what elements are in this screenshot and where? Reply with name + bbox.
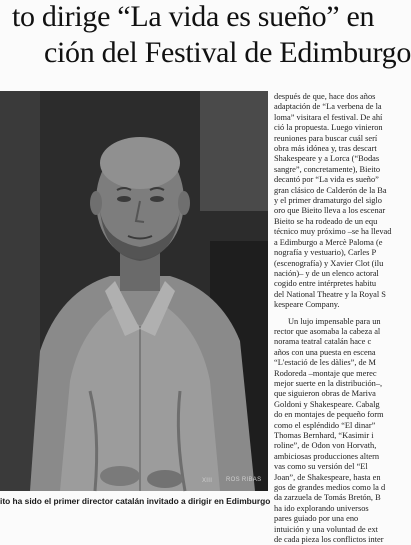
- text-line: como el espléndido “El dinar”: [274, 420, 376, 430]
- text-line: Un lujo impensable para un: [288, 316, 381, 326]
- headline-line-1: to dirige “La vida es sueño” en: [12, 0, 375, 33]
- text-line: nación)– y de un elenco actoral: [274, 268, 379, 278]
- text-line: da zarzuela de Tomás Bretón, B: [274, 493, 381, 503]
- text-line: sangre”, concretamente), Bieito: [274, 164, 381, 174]
- article-paragraph-1: [274, 92, 400, 311]
- text-line: años con una puesta en escena: [274, 347, 376, 357]
- text-line: cogido entre intérpretes habitu: [274, 279, 377, 289]
- text-line: técnico muy próximo –se ha llevad: [274, 227, 392, 237]
- text-line: Thomas Bernhard, “Kasimir i: [274, 431, 374, 440]
- text-line: después de que, hace dos años: [274, 92, 376, 101]
- text-line: (escenografía) y Xavier Clot (ilu: [274, 258, 384, 268]
- text-line: kespeare Company.: [274, 300, 340, 310]
- text-line: pares guiado por una eno: [274, 514, 359, 524]
- text-line: ha ido explorando universos: [274, 503, 369, 513]
- text-line: Goldoni y Shakespeare. Cabalg: [274, 399, 380, 409]
- text-line: vas como su versión del “El: [274, 462, 368, 472]
- photo-caption: ito ha sido el primer director catalán invitado a dirigir en Edimburgo: [0, 496, 271, 506]
- text-line: adaptación de “La verbena de la: [274, 102, 382, 112]
- headline-line-2: ción del Festival de Edimburgo: [44, 36, 411, 69]
- text-line: mejor suerte en la distribución–,: [274, 378, 383, 388]
- text-line: oro que Bieito lleva a los escenar: [274, 206, 386, 216]
- text-line: a Edimburgo a Mercè Paloma (e: [274, 237, 383, 247]
- text-line: roline”, de Odon von Horvath,: [274, 441, 377, 451]
- photo-credit-mark: XIII: [202, 478, 213, 484]
- photo-credit: ROS RIBAS: [226, 477, 262, 483]
- article-column: [274, 92, 400, 545]
- text-line: gos de grandes medios como la d: [274, 483, 386, 493]
- portrait-photo: [0, 91, 268, 491]
- text-line: intuición y una voluntad de ext: [274, 524, 378, 534]
- text-line: ambiciosas producciones altern: [274, 451, 380, 461]
- portrait-illustration: [0, 91, 268, 491]
- text-line: rector que asomaba la cabeza al: [274, 326, 381, 336]
- text-line: “L'estació de les dàlies”, de M: [274, 358, 376, 368]
- text-line: y el primer dramaturgo del siglo: [274, 196, 382, 206]
- text-line: Rodoreda –montaje que merec: [274, 368, 377, 378]
- text-line: de cada pieza los conflictos inter: [274, 535, 384, 545]
- text-line: del National Theatre y la Royal S: [274, 289, 386, 299]
- text-line: Shakespeare y a Lorca (“Bodas: [274, 154, 380, 164]
- text-line: nografía y vestuario), Carles P: [274, 248, 377, 258]
- text-line: ció la propuesta. Luego vinieron: [274, 123, 383, 133]
- text-line: obra más idónea y, tras descart: [274, 144, 377, 154]
- text-line: decantó por “La vida es sueño”: [274, 175, 379, 185]
- article-paragraph-2: [274, 317, 400, 545]
- text-line: que siguieron obras de Mariva: [274, 389, 376, 399]
- text-line: Joan”, de Shakespeare, hasta en: [274, 472, 381, 482]
- text-line: reuniones para buscar cuál serí: [274, 133, 378, 143]
- text-line: norama teatral catalán hace c: [274, 337, 372, 347]
- text-line: gran clásico de Calderón de la Ba: [274, 185, 387, 195]
- text-line: do en montajes de pequeño form: [274, 410, 384, 420]
- text-line: loma” visitara el festival. De ahí: [274, 112, 383, 122]
- text-line: Bieito se ha rodeado de un equ: [274, 216, 378, 226]
